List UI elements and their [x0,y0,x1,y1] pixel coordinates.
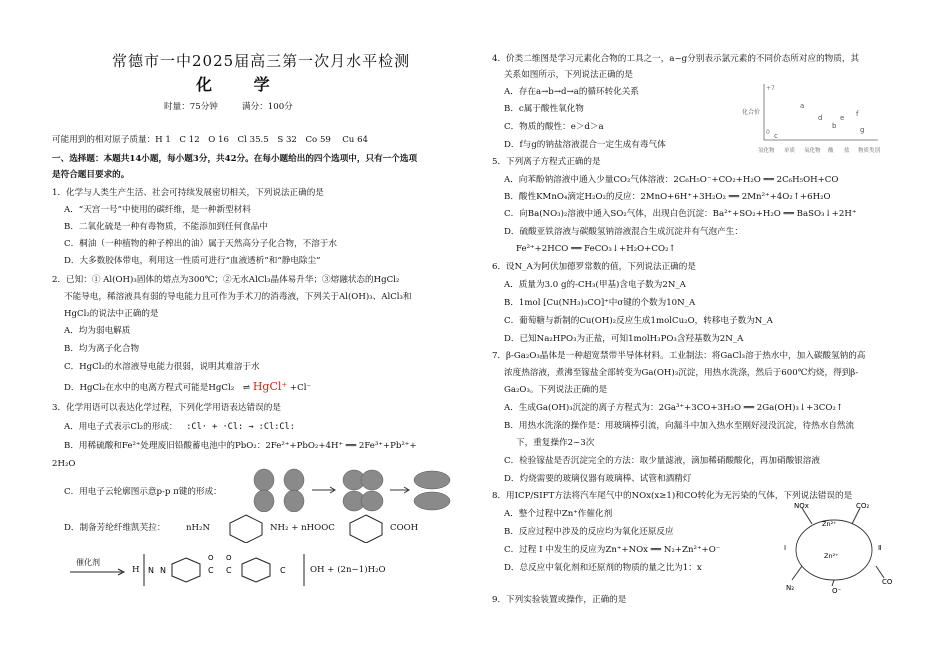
q8-stem: 8．用ICP/SIFT方法将汽车尾气中的NOx(x≥1)和CO转化为无污染的气体，下列说法错误的是 [492,491,853,501]
section-heading: 一、选择题：本题共14小题，每小题3分，共42分。在每小题给出的四个选项中，只有一个选项 [52,154,418,164]
svg-text:C: C [280,566,286,575]
equilibrium-arrow-icon: ⇌ [242,383,251,393]
chart-point-f: f [856,110,859,118]
q7-option-b-1: B．用热水洗涤的操作是：用玻璃棒引流，向漏斗中加入热水至刚好浸没沉淀，待热水自然流 [504,421,855,431]
svg-text:0: 0 [766,129,770,136]
q7-stem-1: 7．β-Ga₂O₃晶体是一种超宽禁带半导体材料。工业制法：将GaCl₃溶于热水中，加入碳酸氢钠的高 [492,351,866,361]
atomic-masses: 可能用到的相对原子质量：H 1 C 12 O 16 Cl 35.5 S 32 Co 59 Cu 64 [52,135,369,145]
q4-option-d: D．f与g的钠盐溶液混合一定生成有毒气体 [504,140,666,150]
q2-option-d [64,381,311,393]
q2-stem-3: HgCl₂的说法中正确的是 [64,309,159,319]
q7-option-c: C．检验镓盐是否沉淀完全的方法：取少量滤液，滴加稀硝酸酸化，再加硝酸银溶液 [504,456,820,466]
q2-option-b: B．均为离子化合物 [64,344,140,354]
q4-option-b: B．c属于酸性氧化物 [504,104,584,114]
chart-xlabel-oxide: 氧化物 [804,148,821,154]
chart-xlabel-salt: 盐 [844,148,850,154]
q2-option-a: A．均为弱电解质 [64,326,131,336]
q7-option-b-2: 下，重复操作2~3次 [516,438,595,448]
q3-cl2-formula: :Cl· + ·Cl: → :Cl:Cl: [186,422,295,432]
subject-title: 化 学 [196,75,288,94]
q9-stem: 9．下列实验装置或操作，正确的是 [492,595,627,605]
q8-option-d: D．总反应中氧化剂和还原剂的物质的量之比为1：x [504,563,702,573]
q5-option-b: B．酸性KMnO₄滴定H₂O₂的反应：2MnO+6H⁺+3H₂O₂ ══ 2Mn²⁺+4O₂↑+6H₂O [504,192,831,202]
chart-point-b: b [832,122,837,130]
p-orbital-overlap-diagram [242,468,462,512]
q8-option-a: A．整个过程中Zn⁺作催化剂 [504,509,613,519]
q2-option-c: C．HgCl₂的水溶液导电能力很弱，说明其难溶于水 [64,362,260,372]
q2-option-d-red: HgCl⁺ [252,380,288,393]
kevlar-reactant-1-end: NH₂ + nHOOC [270,523,335,533]
diagram-zn2-top: Zn²⁺ [822,520,837,528]
q4-stem-2: 关系如图所示，下列说法正确的是 [504,70,633,80]
chart-xlabel-hydride: 氢化物 [758,148,775,154]
svg-text:+7: +7 [766,85,775,92]
q5-option-a: A．向苯酚钠溶液中通入少量CO₂气体溶液：2C₆H₅O⁻+CO₂+H₂O ══ 2C₆H₅OH+CO [504,175,839,185]
chart-point-d: d [818,114,823,122]
kevlar-repeat-unit-icon [140,552,308,588]
benzene-ring-icon [226,513,266,543]
q2-stem-1: 2．已知：① Al(OH)₃固体的熔点为300℃；②无水AlCl₃晶体易升华；③熔融状态的HgCl₂ [52,275,400,285]
q2-option-d-text: D．HgCl₂在水中的电离方程式可能是HgCl₂ [64,383,235,393]
svg-text:N: N [148,566,154,575]
diagram-step-ii: Ⅱ [878,544,882,552]
q1-option-c: C．桐油（一种植物的种子榨出的油）属于天然高分子化合物，不溶于水 [64,239,337,249]
q6-option-d: D．已知Na₂HPO₃为正盐，可知1molH₃PO₃含羟基数为2N_A [504,334,744,344]
q1-option-d: D．大多数胶体带电，利用这一性质可进行“血液透析”和“静电除尘” [64,256,321,266]
q6-option-b: B．1mol [Cu(NH₃)₃CO]⁺中σ键的个数为10N_A [504,298,696,308]
diagram-zn2-mid: Zn²⁺ [824,552,839,560]
chart-point-e: e [840,114,845,122]
q8-option-b: B．反应过程中涉及的反应均为氧化还原反应 [504,527,674,537]
section-heading-2: 是符合题目要求的。 [52,170,130,180]
q1-option-b: B．二氧化硫是一种有毒物质，不能添加到任何食品中 [64,222,268,232]
svg-text:C: C [226,566,232,575]
kevlar-product-end: OH + (2n−1)H₂O [310,565,386,575]
q7-stem-3: Ga₂O₃。下列说法正确的是 [504,385,608,395]
q2-option-d-end: +Cl⁻ [289,383,311,393]
svg-text:O: O [226,554,232,562]
q1-stem: 1．化学与人类生产生活、社会可持续发展密切相关，下列说法正确的是 [52,188,324,198]
q5-stem: 5．下列离子方程式正确的是 [492,157,601,167]
exam-title: 常德市一中2025届高三第一次月水平检测 [112,52,411,70]
q3-option-a [64,423,295,432]
q7-option-d: D．灼烧需要的玻璃仪器有玻璃棒、试管和酒精灯 [504,474,692,484]
score-label: 满分：100分 [242,102,293,112]
chart-point-g: g [860,126,865,134]
q4-option-a: A．存在a→b→d→a的循环转化关系 [504,87,639,97]
q6-option-c: C．葡萄糖与新制的Cu(OH)₂反应生成1molCu₂O，转移电子数为N_A [504,316,773,326]
q3-option-c: C．用电子云轮廓图示意p-p π键的形成： [64,487,222,497]
diagram-co2: CO₂ [856,502,870,510]
q3-stem: 3．化学用语可以表达化学过程，下列化学用语表达错误的是 [52,403,281,413]
q3-option-a-text: A．用电子式表示Cl₂的形成： [64,422,178,432]
chlorine-valence-chart [740,80,890,166]
chart-xlabel-element: 单质 [784,148,796,154]
reaction-arrow-icon [68,567,128,577]
q1-option-a: A．“天宫一号”中使用的碳纤维，是一种新型材料 [64,205,251,215]
diagram-nox: NOx [794,502,809,510]
kevlar-product-start: H [132,565,140,575]
q5-option-c: C．向Ba(NO₃)₂溶液中通入SO₂气体，出现白色沉淀：Ba²⁺+SO₂+H₂O ══ BaSO₃↓+2H⁺ [504,209,857,219]
svg-text:C: C [208,566,214,575]
diagram-o: O⁻ [832,587,842,594]
chart-xlabel-category: 物质类别 [858,148,881,154]
chart-point-a: a [800,102,805,110]
q6-stem: 6．设N_A为阿伏加德罗常数的值，下列说法正确的是 [492,262,696,272]
q7-option-a: A．生成Ga(OH)₃沉淀的离子方程式为：2Ga³⁺+3CO+3H₂O ══ 2Ga(OH)₃↓+3CO₂↑ [504,403,844,413]
benzene-ring-icon [346,513,386,543]
time-label: 时量：75分钟 [164,102,218,112]
chart-point-c: c [774,132,778,140]
diagram-step-i: Ⅰ [784,544,787,552]
q5-option-d-2: Fe²⁺+2HCO ══ FeCO₃↓+H₂O+CO₂↑ [516,244,676,254]
q4-stem-1: 4．价类二维图是学习元素化合物的工具之一，a~g分别表示氯元素的不同价态所对应的物质，其 [492,54,860,64]
q4-option-c: C．物质的酸性：e＞d＞a [504,122,604,132]
svg-text:N: N [160,566,166,575]
q2-stem-2: 不能导电，稀溶液具有弱的导电能力且可作为手术刀的消毒液，下列关于Al(OH)₃、AlCl₃和 [64,292,412,302]
q5-option-d-1: D．硫酸亚铁溶液与碳酸氢钠溶液混合生成沉淀并有气泡产生： [504,227,743,237]
q8-option-c: C．过程 Ⅰ 中发生的反应为Zn⁺+NOx ══ N₂+Zn²⁺+O⁻ [504,545,721,555]
kevlar-reactant-2-end: COOH [390,523,419,533]
q3-option-b-1: B．用稀硫酸和Fe²⁺处理废旧铅酸蓄电池中的PbO₂：2Fe²⁺+PbO₂+4H⁺ ══ 2Fe³⁺+Pb²⁺+ [64,441,417,451]
q7-stem-2: 浓度热溶液，煮沸至镓盐全部转变为Ga(OH)₃沉淀，用热水洗涤，然后于600℃灼烧，得到β- [504,368,859,378]
q3-option-d: D．制备芳纶纤维凯芙拉： [64,523,166,533]
chart-ylabel: 化合价 [742,109,761,116]
chart-xlabel-acid: 酸 [828,148,834,154]
q3-option-b-2: 2H₂O [52,459,76,469]
diagram-n2: N₂ [786,584,795,592]
diagram-co: CO [882,578,893,586]
q6-option-a: A．质量为3.0 g的-CH₃(甲基)含电子数为2N_A [504,280,686,290]
catalyst-label: 催化剂 [76,558,100,567]
kevlar-reactant-1: nH₂N [186,523,210,533]
svg-text:O: O [208,554,214,562]
zn-catalytic-cycle-diagram [772,500,898,594]
